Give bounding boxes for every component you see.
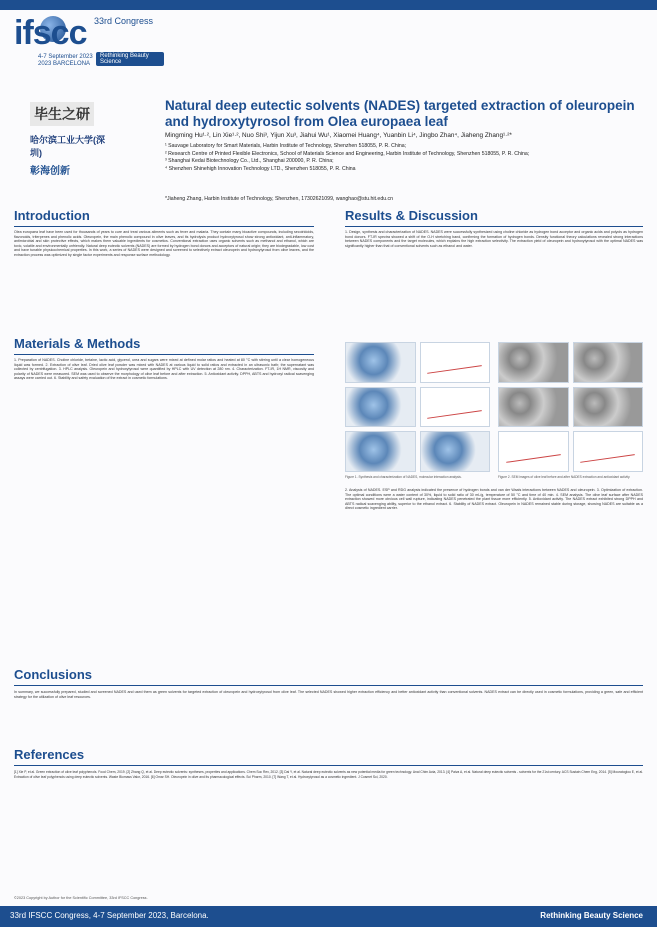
figure-panel [420, 431, 491, 472]
section-title-conclusions: Conclusions [14, 667, 93, 682]
sponsor-logo-3: 彰海创新 [30, 166, 70, 177]
sponsor-logo-2: 哈尔滨工业大学(深圳) [30, 135, 105, 158]
figure-panel [573, 387, 644, 428]
affiliation: ² Research Centre of Printed Flexible Electronics, School of Materials Science and Engineering, Harbin Institute of Technology, Shenzhen 518055, P. R. China; [165, 150, 530, 157]
conclusions-text: In summary, we successfully prepared, studied and screened NADES and used them as green solvents for targeted extraction of oleuropein and hydroxytyrosol from olive leaf. The selected NADES showed higher extraction efficiency and better antioxidant activity than conventional solvents. NADES extract can be directly used in cosmetic formulations, providing a green, safe and efficient strategy for the utilization of olive leaf resources. [14, 690, 643, 699]
introduction-text: Olea europaea leaf have been used for thousands of years to cure and treat various ailments such as fever and malaria. They contain many bioactive compounds, including secoiridoids, flavonoids, triterpenes and phenolic acids. Oleuropein, the main phenolic compound in olive leaves, and its hydrolysis product hydroxytyrosol show strong antioxidant, anti-inflammatory, antimicrobial and skin protective effects, which makes them valuable ingredients for cosmetics. Conventional extraction uses organic solvents such as methanol and ethanol, which are toxic, volatile and environmentally unfriendly. Natural deep eutectic solvents (NADES) are formed by hydrogen bond donors and acceptors of natural origin; they are biodegradable, low cost and have tunable physicochemical properties. In this work, a series of NADES were designed and screened to selectively extract oleuropein and hydroxytyrosol from olive leaves, and the extraction process was optimized by single factor experiments and response surface methodology. [14, 230, 314, 257]
figure-1-grid [345, 342, 490, 472]
affiliation: ⁴ Shenzhen Shinehigh Innovation Technology LTD., Shenzhen 518055, P. R. China [165, 165, 356, 172]
corresponding-author: *Jiaheng Zhang, Harbin Institute of Technology, Shenzhen, 17302621099, wanghao@stu.hit.edu.cn [165, 196, 394, 202]
figure-panel [573, 431, 644, 472]
figure-panel [420, 387, 491, 428]
results-text-bottom: 2. Analysis of NADES. ESP and RDG analysis indicated the presence of hydrogen bonds and van der Waals interactions between NADES and oleuropein. 3. Optimization of extraction. The optimal conditions were a water content of 30%, liquid to solid ratio of 30 mL/g, temperature of 50 °C and time of 40 min. 4. SEM analysis. The olive leaf surface after NADES extraction showed more obvious cell wall rupture, indicating NADES penetrated the plant tissue more efficiently. 5. Antioxidant activity. The NADES extract exhibited strong DPPH and ABTS radical scavenging ability, superior to the ethanol extract. 6. Stability of NADES extract. Oleuropein in NADES remained stable during storage, showing NADES are suitable as a direct cosmetic ingredient carrier. [345, 488, 643, 511]
figure-panel [498, 387, 569, 428]
congress-number: 33rd Congress [94, 16, 154, 26]
figure-panel [420, 342, 491, 383]
section-divider [14, 226, 314, 227]
section-title-introduction: Introduction [14, 208, 90, 223]
figure-panel [345, 387, 416, 428]
section-divider [14, 685, 643, 686]
congress-dates: 4-7 September 2023 [38, 54, 93, 60]
congress-city: 2023 BARCELONA [38, 61, 91, 67]
figure-panel [345, 342, 416, 383]
results-text-top: 1. Design, synthesis and characterization of NADES. NADES were successfully synthesized using choline chloride as hydrogen bond acceptor and organic acids and polyols as hydrogen bond donors. FT-IR spectra showed a shift of the O-H stretching band, confirming the formation of hydrogen bonds. Density functional theory calculations revealed strong interactions between NADES components and the target molecules, which explains the high extraction selectivity. The extraction yield of oleuropein and hydroxytyrosol with the optimal NADES was significantly higher than that of conventional solvents such as ethanol and water. [345, 230, 643, 248]
author-list: Mingming Hu¹·², Lin Xie¹·², Nuo Shi³, Yijun Xu³, Jiahui Wu¹, Xiaomei Huang⁴, Yuanbin Li⁴, Jingbo Zhan⁴, Jiaheng Zhang¹·²* [165, 132, 512, 139]
section-title-methods: Materials & Methods [14, 336, 141, 351]
top-bar [0, 0, 657, 10]
affiliations [165, 143, 635, 173]
section-divider [14, 354, 314, 355]
figure-panel [345, 431, 416, 472]
affiliation: ³ Shanghai Kedai Biotechnology Co., Ltd., Shanghai 200000, P. R. China; [165, 158, 334, 165]
footer-congress: 33rd IFSCC Congress, 4-7 September 2023, Barcelona. [10, 911, 209, 920]
figure-panel [498, 342, 569, 383]
poster-title: Natural deep eutectic solvents (NADES) targeted extraction of oleuropein and hydroxytyrosol from Olea europaea leaf [165, 98, 635, 129]
section-title-results: Results & Discussion [345, 208, 478, 223]
figure-2-grid [498, 342, 643, 472]
figure-1-caption: Figure 1. Synthesis and characterization of NADES, molecular interaction analysis. [345, 475, 462, 479]
section-title-references: References [14, 747, 85, 762]
figure-panel [498, 431, 569, 472]
section-divider [345, 226, 643, 227]
figure-panel [573, 342, 644, 383]
references-list: [1] Xie P, et al. Green extraction of olive leaf polyphenols. Food Chem, 2019. [2] Zhang Q, et al. Deep eutectic solvents: syntheses, properties and applications. Chem Soc Rev, 2012. [3] Dai Y, et al. Natural deep eutectic solvents as new potential media for green technology. Anal Chim Acta, 2013. [4] Paiva A, et al. Natural deep eutectic solvents - solvents for the 21st century. ACS Sustain Chem Eng, 2014. [5] Mouratoglou E, et al. Extraction of olive leaf polyphenols using deep eutectic solvents. Waste Biomass Valor, 2016. [6] Omar SH. Oleuropein in olive and its pharmacological effects. Sci Pharm, 2010. [7] Wang T, et al. Hydroxytyrosol as a cosmetic ingredient. J Cosmet Sci, 2020. [14, 770, 643, 779]
ifscc-brand: ifscc [14, 14, 87, 52]
affiliation: ¹ Sauvage Laboratory for Smart Materials, Harbin Institute of Technology, Shenzhen 518055, P. R. China; [165, 143, 407, 149]
sponsor-logo-1: 毕生之研 [30, 102, 94, 126]
tagline-badge: Rethinking Beauty Science [96, 52, 164, 66]
footer-tagline: Rethinking Beauty Science [540, 911, 643, 920]
copyright-notice: ©2023 Copyright by Author for the Scientific Committee, 33rd IFSCC Congress. [14, 896, 148, 900]
section-divider [14, 765, 643, 766]
methods-text: 1. Preparation of NADES. Choline chloride, betaine, lactic acid, glycerol, urea and sugars were mixed at defined molar ratios and heated at 80 °C with stirring until a clear homogeneous liquid was formed. 2. Extraction of olive leaf. Dried olive leaf powder was mixed with NADES at various liquid to solid ratios and extracted in an ultrasonic bath; the supernatant was collected by centrifugation. 3. HPLC analysis. Oleuropein and hydroxytyrosol were quantified by HPLC with UV detection at 280 nm. 4. Characterization. FT-IR, 1H NMR, viscosity and polarity of NADES were measured. SEM was used to observe the morphology of olive leaf before and after extraction. 5. Antioxidant activity. DPPH, ABTS and hydroxyl radical scavenging assays were carried out. 6. Stability and safety evaluation of the extract in cosmetic formulations. [14, 358, 314, 381]
figure-2-caption: Figure 2. SEM images of olive leaf before and after NADES extraction and antioxidant activity. [498, 475, 631, 479]
